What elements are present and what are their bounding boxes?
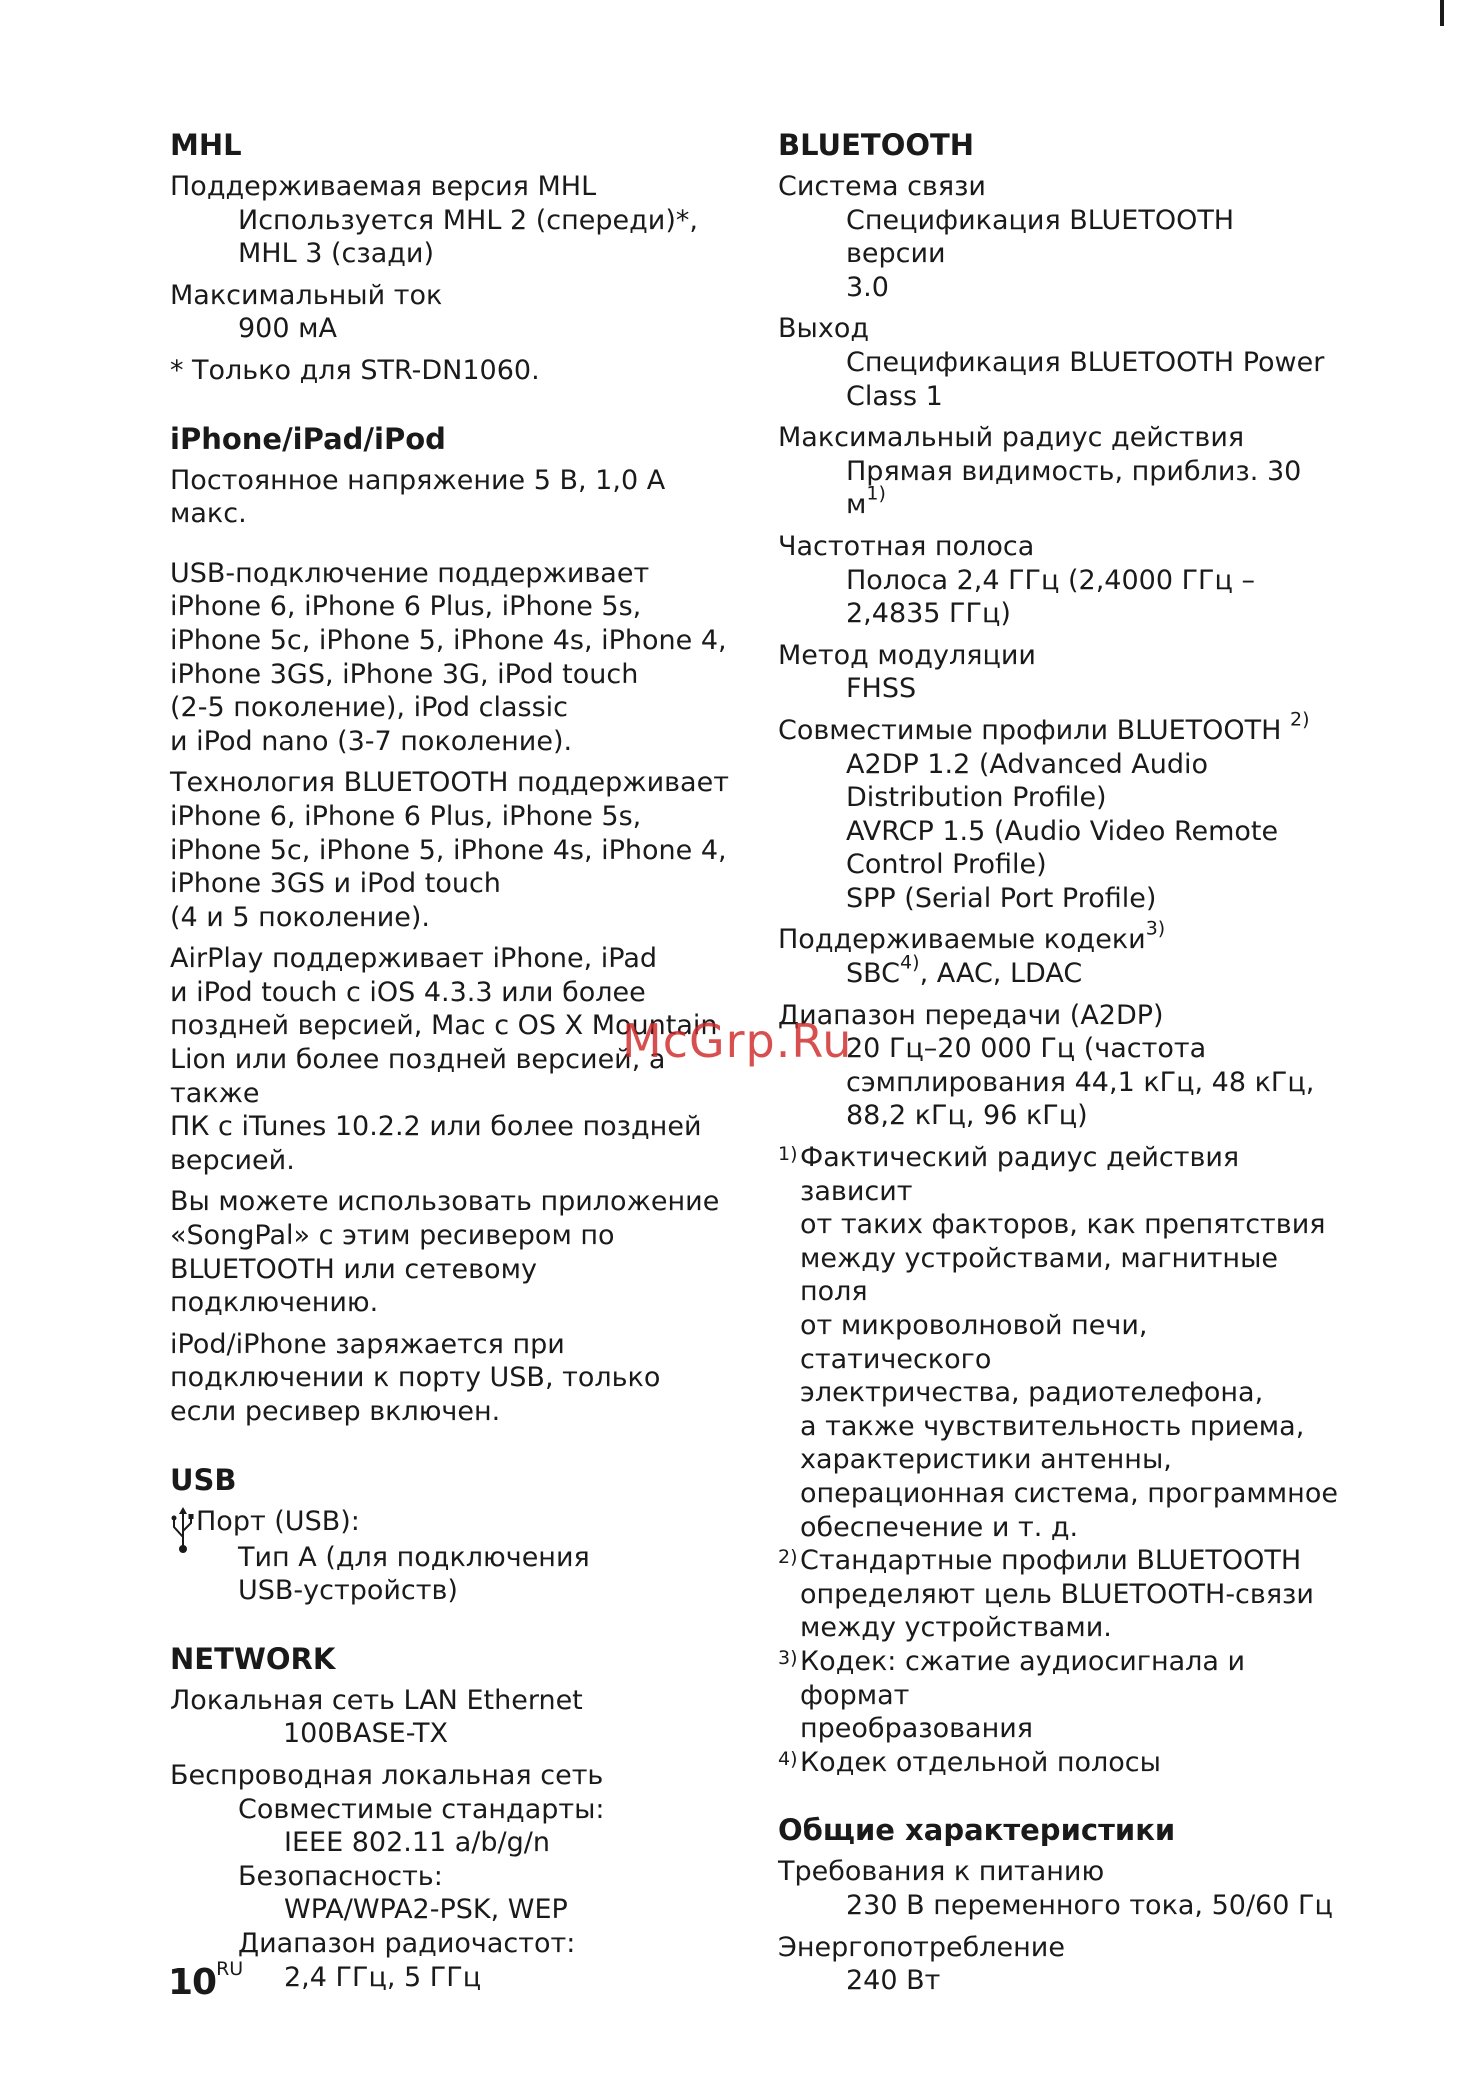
text-line: и iPod nano (3-7 поколение). (170, 725, 573, 757)
text-line: USB-подключение поддерживает (170, 557, 650, 589)
section-bluetooth (778, 128, 1338, 1133)
wlan-std-value: IEEE 802.11 a/b/g/n (284, 1827, 551, 1859)
text-line: «SongPal» с этим ресивером по (170, 1220, 615, 1252)
text-line: и iPod touch с iOS 4.3.3 или более (170, 976, 646, 1008)
iphone-songpal-paragraph (170, 1185, 750, 1319)
heading-usb: USB (170, 1462, 237, 1497)
usb-type-1: Тип A (для подключения (238, 1541, 590, 1573)
section-iphone (170, 422, 750, 1429)
text-line: (4 и 5 поколение). (170, 901, 430, 933)
mhl-footnote (170, 354, 750, 388)
right-column (778, 128, 1338, 2032)
bt-profile-1: A2DP 1.2 (Advanced Audio (846, 748, 1209, 780)
text-line: iPod/iPhone заряжается при (170, 1328, 565, 1360)
text-line: iPhone 6, iPhone 6 Plus, iPhone 5s, (170, 591, 642, 623)
bt-profile-3: AVRCP 1.5 (Audio Video Remote (846, 815, 1279, 847)
text-line: iPhone 6, iPhone 6 Plus, iPhone 5s, (170, 800, 642, 832)
text-line: Технология BLUETOOTH поддерживает (170, 767, 729, 799)
text-line: определяют цель BLUETOOTH-связи (800, 1578, 1314, 1610)
wlan-freq-value: 2,4 ГГц, 5 ГГц (284, 1961, 482, 1993)
wlan-freq-label: Диапазон радиочастот: (238, 1927, 576, 1959)
text-line: Кодек: сжатие аудиосигнала и формат (800, 1645, 1246, 1711)
bt-codec-rest: , AAC, LDAC (919, 958, 1083, 990)
wlan-label: Беспроводная локальная сеть (170, 1759, 604, 1791)
bt-codec-sbc: SBC (846, 958, 901, 990)
usb-trident-icon (170, 1507, 196, 1555)
watermark: McGrp.Ru (622, 1014, 853, 1068)
text-line: iPhone 5c, iPhone 5, iPhone 4s, iPhone 4, (170, 624, 727, 656)
wlan-sec-value: WPA/WPA2-PSK, WEP (284, 1894, 568, 1926)
wlan-std-label: Совместимые стандарты: (238, 1793, 605, 1825)
footnote-mark: 2) (778, 1546, 798, 1569)
left-column (170, 128, 750, 2028)
text-line: Lion или более поздней версией, а также (170, 1044, 666, 1109)
heading-general: Общие характеристики (778, 1813, 1176, 1848)
footnote-3 (778, 1645, 1338, 1746)
text-line: от микроволновой печи, статического (800, 1310, 1148, 1375)
bt-output-label: Выход (778, 313, 870, 345)
heading-bluetooth: BLUETOOTH (778, 128, 975, 162)
bt-tx-label: Диапазон передачи (A2DP) (778, 999, 1164, 1031)
bt-profile-2: Distribution Profile) (846, 782, 1107, 814)
footnote-mark: 3) (778, 1646, 798, 1669)
wlan-sec-label: Безопасность: (238, 1860, 443, 1892)
footnote-1 (778, 1141, 1338, 1544)
iphone-usb-paragraph (170, 557, 750, 759)
heading-iphone: iPhone/iPad/iPod (170, 421, 446, 456)
bt-profile-4: Control Profile) (846, 849, 1047, 881)
usb-port-label: Порт (USB): (196, 1505, 360, 1537)
heading-network: NETWORK (170, 1641, 336, 1676)
text-line: iPhone 3GS, iPhone 3G, iPod touch (170, 658, 639, 690)
text-line: характеристики антенны, (800, 1444, 1172, 1476)
usb-type-2: USB-устройств) (238, 1575, 458, 1607)
text-line: обеспечение и т. д. (800, 1511, 1079, 1543)
footnote-mark: 1) (778, 1143, 798, 1166)
text-line: Фактический радиус действия зависит (800, 1142, 1240, 1207)
mhl-version-label: Поддерживаемая версия MHL (170, 171, 597, 202)
bt-output-value-2: Class 1 (846, 380, 943, 412)
bt-band-value-2: 2,4835 ГГц) (846, 598, 1011, 630)
bt-system-value-2: 3.0 (846, 271, 889, 303)
mhl-footnote-text: Только для STR-DN1060. (192, 354, 540, 386)
power-cons-value: 240 Вт (846, 1965, 941, 1997)
bt-codec-value-line (778, 951, 1338, 991)
text-line: версией. (170, 1144, 295, 1176)
bt-mod-value: FHSS (846, 673, 917, 705)
bt-profiles-label: Совместимые профили BLUETOOTH (778, 714, 1291, 746)
bt-tx-value-2: сэмплирования 44,1 кГц, 48 кГц, (846, 1066, 1315, 1098)
footnote-2 (778, 1544, 1338, 1645)
text-line: подключении к порту USB, только (170, 1362, 661, 1394)
text-line: между устройствами. (800, 1612, 1112, 1644)
iphone-voltage: Постоянное напряжение 5 В, 1,0 А макс. (170, 464, 666, 530)
bt-codec-sbc-footnote-ref: 4) (900, 951, 920, 974)
power-cons-label: Энергопотребление (778, 1931, 1065, 1963)
lan-label: Локальная сеть LAN Ethernet (170, 1684, 583, 1716)
page-number-value: 10 (168, 1962, 217, 2003)
mhl-current-value: 900 мА (238, 313, 337, 345)
footnote-star: * (170, 354, 184, 386)
text-line: BLUETOOTH или сетевому подключению. (170, 1253, 537, 1319)
section-usb (170, 1463, 750, 1608)
text-line: от таких факторов, как препятствия (800, 1209, 1326, 1241)
text-line: iPhone 3GS и iPod touch (170, 868, 501, 900)
text-line: Кодек отдельной полосы (800, 1746, 1161, 1778)
text-line: iPhone 5c, iPhone 5, iPhone 4s, iPhone 4, (170, 834, 727, 866)
mhl-version-value-1: Используется MHL 2 (спереди)*, (238, 204, 698, 236)
mhl-version-value-2: MHL 3 (сзади) (238, 238, 435, 270)
bt-profiles-label-line (778, 708, 1338, 748)
bt-range-value-line (778, 455, 1338, 522)
bt-profiles-footnote-ref: 2) (1290, 708, 1310, 731)
text-line: между устройствами, магнитные поля (800, 1242, 1279, 1308)
bt-footnotes (778, 1141, 1338, 1779)
heading-mhl: MHL (170, 128, 242, 162)
page-lang: RU (216, 1958, 244, 1980)
bt-tx-value-1: 20 Гц–20 000 Гц (частота (846, 1033, 1207, 1065)
text-line: AirPlay поддерживает iPhone, iPad (170, 943, 658, 975)
power-req-value: 230 В переменного тока, 50/60 Гц (846, 1889, 1333, 1921)
bt-system-label: Система связи (778, 171, 986, 202)
iphone-bt-paragraph (170, 766, 750, 934)
text-line: а также чувствительность приема, (800, 1410, 1305, 1442)
text-line: Стандартные профили BLUETOOTH (800, 1545, 1302, 1577)
text-line: преобразования (800, 1713, 1034, 1745)
footnote-mark: 4) (778, 1747, 798, 1770)
bt-output-value-1: Спецификация BLUETOOTH Power (846, 346, 1325, 378)
page-number (168, 1958, 244, 2003)
bt-range-value: Прямая видимость, приблиз. 30 м (846, 455, 1302, 521)
bt-codec-label-line (778, 918, 1338, 957)
bt-codec-footnote-ref: 3) (1145, 918, 1166, 941)
bt-profile-5: SPP (Serial Port Profile) (846, 882, 1157, 914)
lan-value: 100BASE-TX (283, 1718, 448, 1750)
text-line: электричества, радиотелефона, (800, 1377, 1264, 1409)
bt-band-value-1: Полоса 2,4 ГГц (2,4000 ГГц – (846, 564, 1255, 596)
text-line: операционная система, программное (800, 1477, 1338, 1509)
section-mhl (170, 128, 750, 388)
text-line: если ресивер включен. (170, 1396, 501, 1427)
power-req-label: Требования к питанию (778, 1856, 1105, 1888)
mhl-current-label: Максимальный ток (170, 279, 443, 311)
crop-mark (1440, 0, 1444, 26)
bt-band-label: Частотная полоса (778, 530, 1035, 562)
section-network (170, 1642, 750, 1994)
bt-tx-value-3: 88,2 кГц, 96 кГц) (846, 1100, 1088, 1132)
footnote-4 (778, 1746, 1338, 1780)
bt-range-footnote-ref: 1) (866, 483, 886, 506)
iphone-charge-paragraph (170, 1328, 750, 1429)
text-line: поздней версией, Mac с OS X Mountain (170, 1010, 718, 1042)
text-line: (2-5 поколение), iPod classic (170, 692, 569, 724)
bt-system-value-1: Спецификация BLUETOOTH версии (846, 204, 1235, 270)
bt-mod-label: Метод модуляции (778, 639, 1036, 671)
bt-range-label: Максимальный радиус действия (778, 422, 1245, 454)
bt-codec-label: Поддерживаемые кодеки (778, 924, 1146, 956)
section-general (778, 1813, 1338, 1997)
text-line: ПК с iTunes 10.2.2 или более поздней (170, 1111, 702, 1143)
text-line: Вы можете использовать приложение (170, 1186, 720, 1218)
